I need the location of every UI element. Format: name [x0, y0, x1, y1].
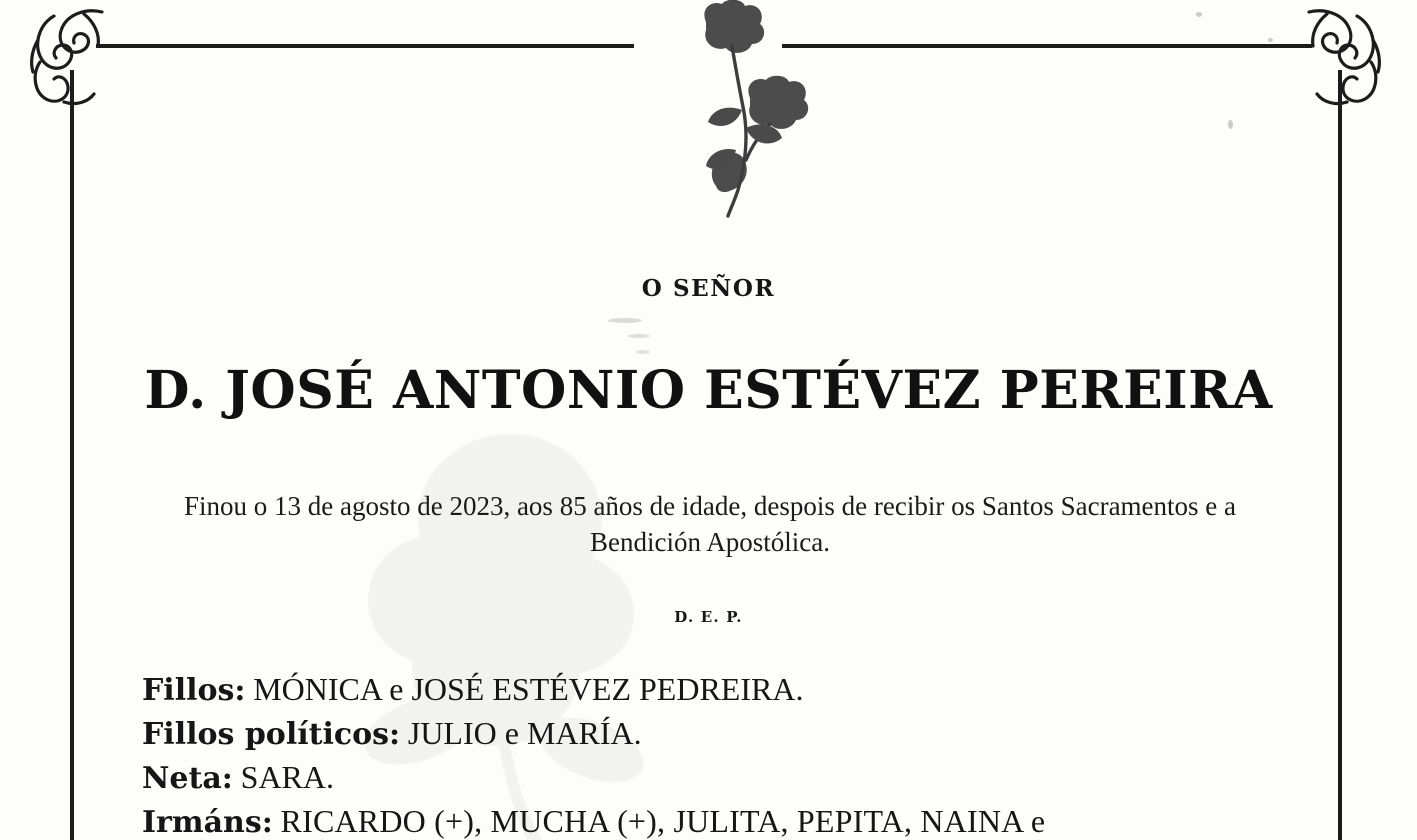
- scan-speck: [1228, 120, 1233, 129]
- family-row: [142, 668, 1322, 712]
- family-label: Fillos:: [142, 673, 246, 708]
- scan-speck: [636, 350, 650, 354]
- family-label: Neta:: [142, 761, 233, 796]
- scan-speck: [1268, 38, 1273, 42]
- frame-top-right-rule: [782, 44, 1312, 48]
- scan-speck: [608, 318, 642, 323]
- family-row: [142, 756, 1322, 800]
- deceased-name: D. JOSÉ ANTONIO ESTÉVEZ PEREIRA: [144, 360, 1273, 421]
- family-row: [142, 800, 1322, 840]
- frame-right-rule: [1338, 70, 1342, 840]
- scan-speck: [1196, 12, 1202, 17]
- scan-speck: [628, 334, 650, 338]
- frame-left-rule: [70, 70, 74, 840]
- frame-top-left-rule: [96, 44, 634, 48]
- death-passage-line-1: Finou o 13 de agosto de 2023, aos 85 años de idade, despois de recibir os Santos: [183, 491, 1054, 521]
- family-list: [142, 668, 1322, 840]
- family-value: SARA.: [240, 759, 334, 795]
- family-label: Irmáns:: [142, 805, 273, 840]
- carnation-flower-ornament-icon: [650, 0, 820, 225]
- death-passage-line-2: Sacramentos e a Bendición Apostólica.: [590, 491, 1237, 557]
- rest-in-peace: D. E. P.: [674, 608, 743, 626]
- family-value: JULIO e MARÍA.: [407, 715, 642, 751]
- death-passage: [180, 488, 1240, 560]
- filigree-corner-ornament-icon: [1272, 2, 1387, 117]
- family-value: RICARDO (+), MUCHA (+), JULITA, PEPITA, NAINA e: [280, 803, 1046, 839]
- filigree-corner-ornament-icon: [24, 2, 139, 117]
- family-label: Fillos políticos:: [142, 717, 401, 752]
- family-value: MÓNICA e JOSÉ ESTÉVEZ PEDREIRA.: [253, 671, 804, 707]
- heading-senor: O SEÑOR: [641, 275, 776, 302]
- family-row: [142, 712, 1322, 756]
